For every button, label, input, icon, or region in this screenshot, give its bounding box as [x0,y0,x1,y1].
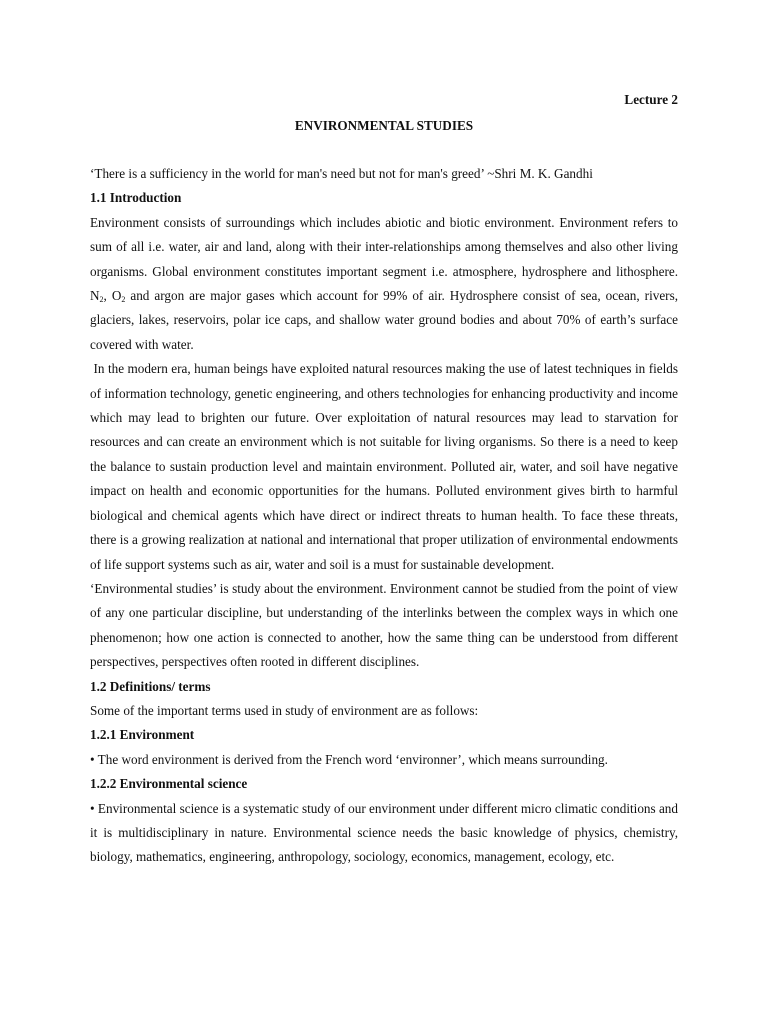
intro-paragraph-1 [90,211,678,357]
intro-paragraph-3: ‘Environmental studies’ is study about the environment. Environment cannot be studied from the point of view of any one particular discipline, but understanding of the interlinks between the complex ways in which one phenomenon; how one action is connected to another, how the same thing can be understood from different perspectives, perspectives often rooted in different disciplines. [90,580,678,670]
section-heading-introduction: 1.1 Introduction [90,190,182,206]
n2-subscript: 2 [99,295,104,305]
document-body [90,162,682,870]
intro-p1-text-b: , O [103,288,122,304]
section-heading-definitions: 1.2 Definitions/ terms [90,678,211,694]
document-title: ENVIRONMENTAL STUDIES [294,118,474,133]
environment-definition: • The word environment is derived from the French word ‘environner’, which means surrounding. [90,751,608,767]
intro-p1-text-c: and argon are major gases which account for 99% of air. Hydrosphere consist of sea, ocean, rivers, glaciers, lakes, reservoirs, polar ice caps, and shallow water ground bodies and about 70% of earth’s surface covered with water. [90,288,679,352]
definitions-intro: Some of the important terms used in study of environment are as follows: [90,702,479,718]
environmental-science-definition: • Environmental science is a systematic study of our environment under different micro climatic conditions and it is multidisciplinary in nature. Environmental science needs the basic knowledge of physics, chemistry, biology, mathematics, engineering, anthropology, sociology, economics, management, ecology, etc. [90,800,678,865]
intro-paragraph-2: In the modern era, human beings have exploited natural resources making the use of latest techniques in fields of information technology, genetic engineering, and others technologies for enhancing productivity and income which may lead to brighten our future. Over exploitation of natural resources may lead to starvation for resources and can create an environment which is not suitable for living organisms. So there is a need to keep the balance to sustain production level and maintain environment. Polluted air, water, and soil have negative impact on health and economic opportunities for the humans. Polluted environment gives birth to harmful biological and chemical agents which have direct or indirect threats to human health. To face these threats, there is a growing realization at national and international that proper utilization of environmental endowments of life support systems such as air, water and soil is a must for sustainable development. [90,361,682,572]
lecture-label: Lecture 2 [624,92,678,107]
subsection-heading-environment: 1.2.1 Environment [90,727,195,743]
intro-p1-text-a: Environment consists of surroundings which includes abiotic and biotic environment. Environment refers to sum of all i.e. water, air and land, along with their inter-relationships among themselves and also other living organisms. Global environment constitutes important segment i.e. atmosphere, hydrosphere and lithosphere. N [90,214,678,304]
gandhi-quote: ‘There is a sufficiency in the world for man's need but not for man's greed’ ~Shri M. K. Gandhi [90,166,593,181]
o2-subscript: 2 [121,295,126,305]
subsection-heading-environmental-science: 1.2.2 Environmental science [90,776,248,792]
